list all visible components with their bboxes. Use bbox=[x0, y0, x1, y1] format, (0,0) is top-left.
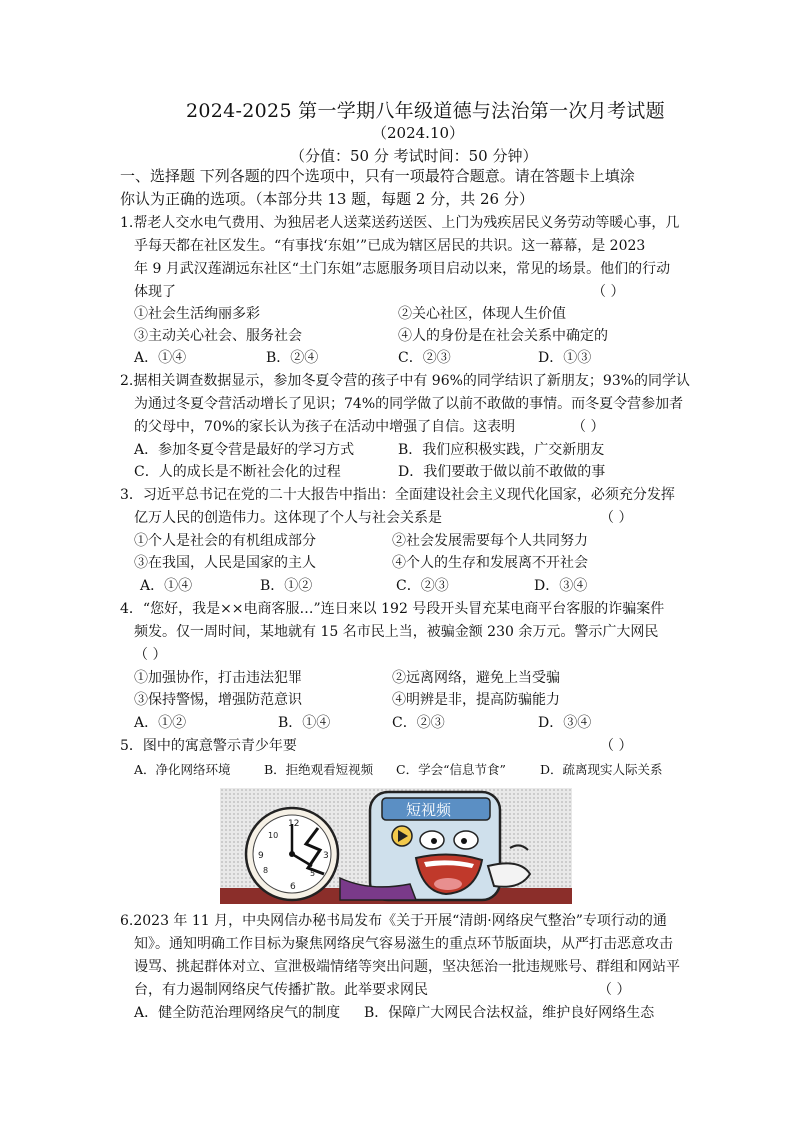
q1-statement-4: ④人的身份是在社会关系中确定的 bbox=[398, 328, 608, 344]
q4-answer-paren: （ ） bbox=[134, 647, 167, 663]
q6-stem-line2: 知》。通知明确工作目标为聚焦网络戾气容易滋生的重点环节版面块，从严打击恶意攻击 bbox=[134, 936, 673, 952]
q1-statement-1: ①社会生活绚丽多彩 bbox=[134, 306, 260, 322]
q5-option-d[interactable]: D．疏离现实人际关系 bbox=[540, 762, 663, 777]
q4-option-a[interactable]: A．①② bbox=[134, 715, 187, 731]
q5-option-c[interactable]: C．学会“信息节食” bbox=[396, 762, 506, 777]
q4-statement-1: ①加强协作，打击违法犯罪 bbox=[134, 670, 302, 686]
q2-option-d[interactable]: D．我们要敢于做以前不敢做的事 bbox=[398, 464, 606, 480]
q6-stem-line3: 谩骂、挑起群体对立、宣泄极端情绪等突出问题，坚决惩治一批违规账号、群组和网站平 bbox=[134, 959, 680, 975]
q5-stem-line1: 5．图中的寓意警示青少年要 bbox=[120, 738, 297, 754]
svg-text:9: 9 bbox=[258, 851, 264, 861]
svg-text:12: 12 bbox=[288, 819, 300, 829]
q4-stem-line2: 频发。仅一周时间，某地就有 15 名市民上当，被骗金额 230 余万元。警示广大网民 bbox=[134, 624, 659, 640]
q3-statement-1: ①个人是社会的有机组成部分 bbox=[134, 533, 316, 549]
q3-option-d[interactable]: D．③④ bbox=[534, 578, 588, 594]
q5-answer-paren: （ ） bbox=[600, 738, 633, 754]
q3-statement-3: ③在我国，人民是国家的主人 bbox=[134, 555, 316, 571]
q3-stem-line1: 3．习近平总书记在党的二十大报告中指出：全面建设社会主义现代化国家，必须充分发挥 bbox=[120, 487, 675, 503]
q1-option-c[interactable]: C．②③ bbox=[398, 350, 451, 366]
svg-text:10: 10 bbox=[268, 831, 279, 840]
exam-date: （2024.10） bbox=[372, 124, 465, 142]
q2-option-b[interactable]: B．我们应积极实践，广交新朋友 bbox=[398, 442, 605, 458]
q4-statement-2: ②远离网络，避免上当受骗 bbox=[392, 670, 560, 686]
q6-stem-line4: 台，有力遏制网络戾气传播扩散。此举要求网民 bbox=[134, 982, 428, 998]
q2-answer-paren: （ ） bbox=[572, 419, 605, 435]
svg-text:3: 3 bbox=[323, 851, 329, 861]
q4-statement-3: ③保持警惕，增强防范意识 bbox=[134, 692, 302, 708]
score-time-info: （分值：50 分 考试时间：50 分钟） bbox=[290, 147, 538, 165]
q1-option-a[interactable]: A．①④ bbox=[134, 350, 187, 366]
q1-stem-line2: 乎每天都在社区发生。“有事找‘东姐’”已成为辖区居民的共识。这一幕幕，是 2023 bbox=[134, 238, 646, 254]
q5-option-b[interactable]: B．拒绝观看短视频 bbox=[264, 762, 374, 777]
q1-stem-line4: 体现了 bbox=[134, 284, 176, 300]
q2-stem-line1: 2.据相关调查数据显示，参加冬夏令营的孩子中有 96%的同学结识了新朋友；93%的同学认 bbox=[120, 373, 691, 389]
q4-statement-4: ④明辨是非，提高防骗能力 bbox=[392, 692, 560, 708]
section-instruction-line1: 一、选择题 下列各题的四个选项中，只有一项最符合题意。请在答题卡上填涂 bbox=[120, 167, 635, 185]
clock-drawing bbox=[246, 808, 338, 900]
q2-option-c[interactable]: C．人的成长是不断社会化的过程 bbox=[134, 464, 341, 480]
q6-answer-paren: （ ） bbox=[598, 982, 631, 998]
q6-option-a[interactable]: A．健全防范治理网络戾气的制度 bbox=[134, 1005, 341, 1021]
q2-stem-line3: 的父母中，70%的家长认为孩子在活动中增强了自信。这表明 bbox=[134, 419, 516, 435]
q3-statement-2: ②社会发展需要每个人共同努力 bbox=[392, 533, 588, 549]
q3-option-b[interactable]: B．①② bbox=[260, 578, 313, 594]
q3-option-a[interactable]: A．①④ bbox=[140, 578, 193, 594]
q3-option-c[interactable]: C．②③ bbox=[396, 578, 449, 594]
svg-text:6: 6 bbox=[290, 882, 296, 892]
svg-text:5: 5 bbox=[310, 869, 316, 878]
q2-option-a[interactable]: A．参加冬夏令营是最好的学习方式 bbox=[134, 442, 355, 458]
exam-title: 2024-2025 第一学期八年级道德与法治第一次月考试题 bbox=[186, 100, 665, 122]
q1-stem-line1: 1.帮老人交水电气费用、为独居老人送菜送药送医、上门为残疾居民义务劳动等暖心事，几 bbox=[120, 215, 680, 231]
q4-option-d[interactable]: D．③④ bbox=[538, 715, 592, 731]
q2-stem-line2: 为通过冬夏令营活动增长了见识；74%的同学做了以前不敢做的事情。而冬夏令营参加者 bbox=[134, 396, 684, 412]
q6-option-b[interactable]: B．保障广大网民合法权益，维护良好网络生态 bbox=[364, 1005, 655, 1021]
q3-answer-paren: （ ） bbox=[600, 510, 633, 526]
q4-option-b[interactable]: B．①④ bbox=[278, 715, 331, 731]
section-instruction-line2: 你认为正确的选项。（本部分共 13 题，每题 2 分，共 26 分） bbox=[120, 190, 534, 208]
svg-text:8: 8 bbox=[263, 866, 269, 875]
q3-stem-line2: 亿万人民的创造伟力。这体现了个人与社会关系是 bbox=[134, 510, 442, 526]
q1-option-b[interactable]: B．②④ bbox=[266, 350, 319, 366]
q6-stem-line1: 6.2023 年 11 月，中央网信办秘书局发布《关于开展“清朗·网络戾气整治”专项行动的通 bbox=[120, 913, 667, 929]
q4-stem-line1: 4．“您好，我是××电商客服…”连日来以 192 号段开头冒充某电商平台客服的诈骗案件 bbox=[120, 601, 665, 617]
q1-answer-paren: （ ） bbox=[592, 284, 625, 300]
q1-stem-line3: 年 9 月武汉莲湖远东社区“土门东姐”志愿服务项目启动以来，常见的场景。他们的行动 bbox=[134, 261, 671, 277]
q1-statement-3: ③主动关心社会、服务社会 bbox=[134, 328, 302, 344]
q4-option-c[interactable]: C．②③ bbox=[392, 715, 445, 731]
q1-statement-2: ②关心社区，体现人生价值 bbox=[398, 306, 566, 322]
short-video-label: 短视频 bbox=[406, 801, 452, 819]
q5-cartoon-image bbox=[220, 788, 572, 904]
q3-statement-4: ④个人的生存和发展离不开社会 bbox=[392, 555, 588, 571]
q1-option-d[interactable]: D．①③ bbox=[538, 350, 592, 366]
q5-option-a[interactable]: A．净化网络环境 bbox=[134, 762, 231, 777]
